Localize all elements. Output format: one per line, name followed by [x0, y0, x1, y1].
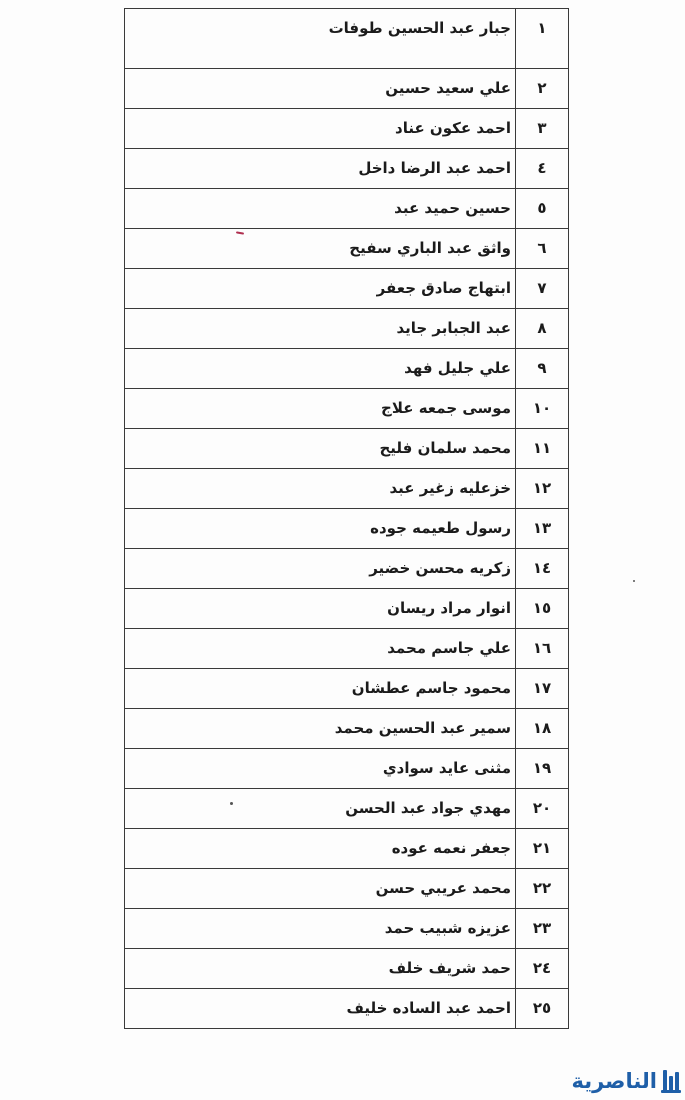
logo-text: الناصرية [571, 1069, 657, 1093]
row-name-cell: محمد عريبي حسن [125, 869, 516, 909]
row-number-cell: ١١ [516, 429, 569, 469]
row-number-cell: ٢ [516, 69, 569, 109]
table-row [125, 549, 569, 589]
row-name-cell: سمير عبد الحسين محمد [125, 709, 516, 749]
row-number-cell: ١٩ [516, 749, 569, 789]
logo-emblem-icon [660, 1068, 682, 1094]
table-row [125, 629, 569, 669]
table-row [125, 269, 569, 309]
table-row [125, 309, 569, 349]
table-row [125, 869, 569, 909]
row-number-cell: ١٠ [516, 389, 569, 429]
row-name-cell: محمد سلمان فليح [125, 429, 516, 469]
row-name-cell: جعفر نعمه عوده [125, 829, 516, 869]
site-logo [560, 1066, 682, 1096]
table-row [125, 789, 569, 829]
row-number-cell: ٢١ [516, 829, 569, 869]
row-name-cell: خزعليه زغير عبد [125, 469, 516, 509]
row-number-cell: ٨ [516, 309, 569, 349]
row-name-cell: عزيزه شبيب حمد [125, 909, 516, 949]
table-row [125, 989, 569, 1029]
row-name-cell: احمد عبد الرضا داخل [125, 149, 516, 189]
row-number-cell: ١٢ [516, 469, 569, 509]
row-name-cell: ابتهاج صادق جعفر [125, 269, 516, 309]
row-number-cell: ١ [516, 9, 569, 69]
table-row [125, 229, 569, 269]
names-table-body [125, 9, 569, 1029]
row-number-cell: ١٥ [516, 589, 569, 629]
row-number-cell: ١٧ [516, 669, 569, 709]
row-name-cell: علي جليل فهد [125, 349, 516, 389]
row-name-cell: علي جاسم محمد [125, 629, 516, 669]
row-name-cell: رسول طعيمه جوده [125, 509, 516, 549]
speck [633, 580, 635, 582]
speck [230, 802, 233, 805]
table-row [125, 389, 569, 429]
row-number-cell: ١٣ [516, 509, 569, 549]
row-number-cell: ٢٢ [516, 869, 569, 909]
row-name-cell: واثق عبد الباري سفيح [125, 229, 516, 269]
row-number-cell: ٦ [516, 229, 569, 269]
table-row [125, 109, 569, 149]
table-row [125, 69, 569, 109]
table-row [125, 189, 569, 229]
row-name-cell: حسين حميد عبد [125, 189, 516, 229]
row-number-cell: ٥ [516, 189, 569, 229]
table-row [125, 509, 569, 549]
row-name-cell: حمد شريف خلف [125, 949, 516, 989]
row-number-cell: ٤ [516, 149, 569, 189]
row-number-cell: ٢٥ [516, 989, 569, 1029]
row-name-cell: محمود جاسم عطشان [125, 669, 516, 709]
table-row [125, 149, 569, 189]
table-row [125, 469, 569, 509]
table-row [125, 669, 569, 709]
table-row [125, 349, 569, 389]
table-row [125, 949, 569, 989]
row-name-cell: احمد عكون عناد [125, 109, 516, 149]
row-name-cell: عبد الجبابر جايد [125, 309, 516, 349]
row-name-cell: جبار عبد الحسين طوفات [125, 9, 516, 69]
table-row [125, 909, 569, 949]
row-number-cell: ٢٠ [516, 789, 569, 829]
row-name-cell: مثنى عايد سوادي [125, 749, 516, 789]
row-name-cell: احمد عبد الساده خليف [125, 989, 516, 1029]
table-row [125, 749, 569, 789]
table-row [125, 589, 569, 629]
row-number-cell: ١٦ [516, 629, 569, 669]
row-name-cell: زكريه محسن خضير [125, 549, 516, 589]
names-table [124, 8, 569, 1029]
table-row [125, 709, 569, 749]
row-number-cell: ٣ [516, 109, 569, 149]
row-number-cell: ٢٤ [516, 949, 569, 989]
row-number-cell: ٩ [516, 349, 569, 389]
row-name-cell: انوار مراد ريسان [125, 589, 516, 629]
table-row [125, 9, 569, 69]
row-number-cell: ٢٣ [516, 909, 569, 949]
row-number-cell: ١٤ [516, 549, 569, 589]
row-number-cell: ١٨ [516, 709, 569, 749]
row-name-cell: مهدي جواد عبد الحسن [125, 789, 516, 829]
table-row [125, 429, 569, 469]
row-number-cell: ٧ [516, 269, 569, 309]
row-name-cell: علي سعيد حسين [125, 69, 516, 109]
row-name-cell: موسى جمعه علاج [125, 389, 516, 429]
table-row [125, 829, 569, 869]
